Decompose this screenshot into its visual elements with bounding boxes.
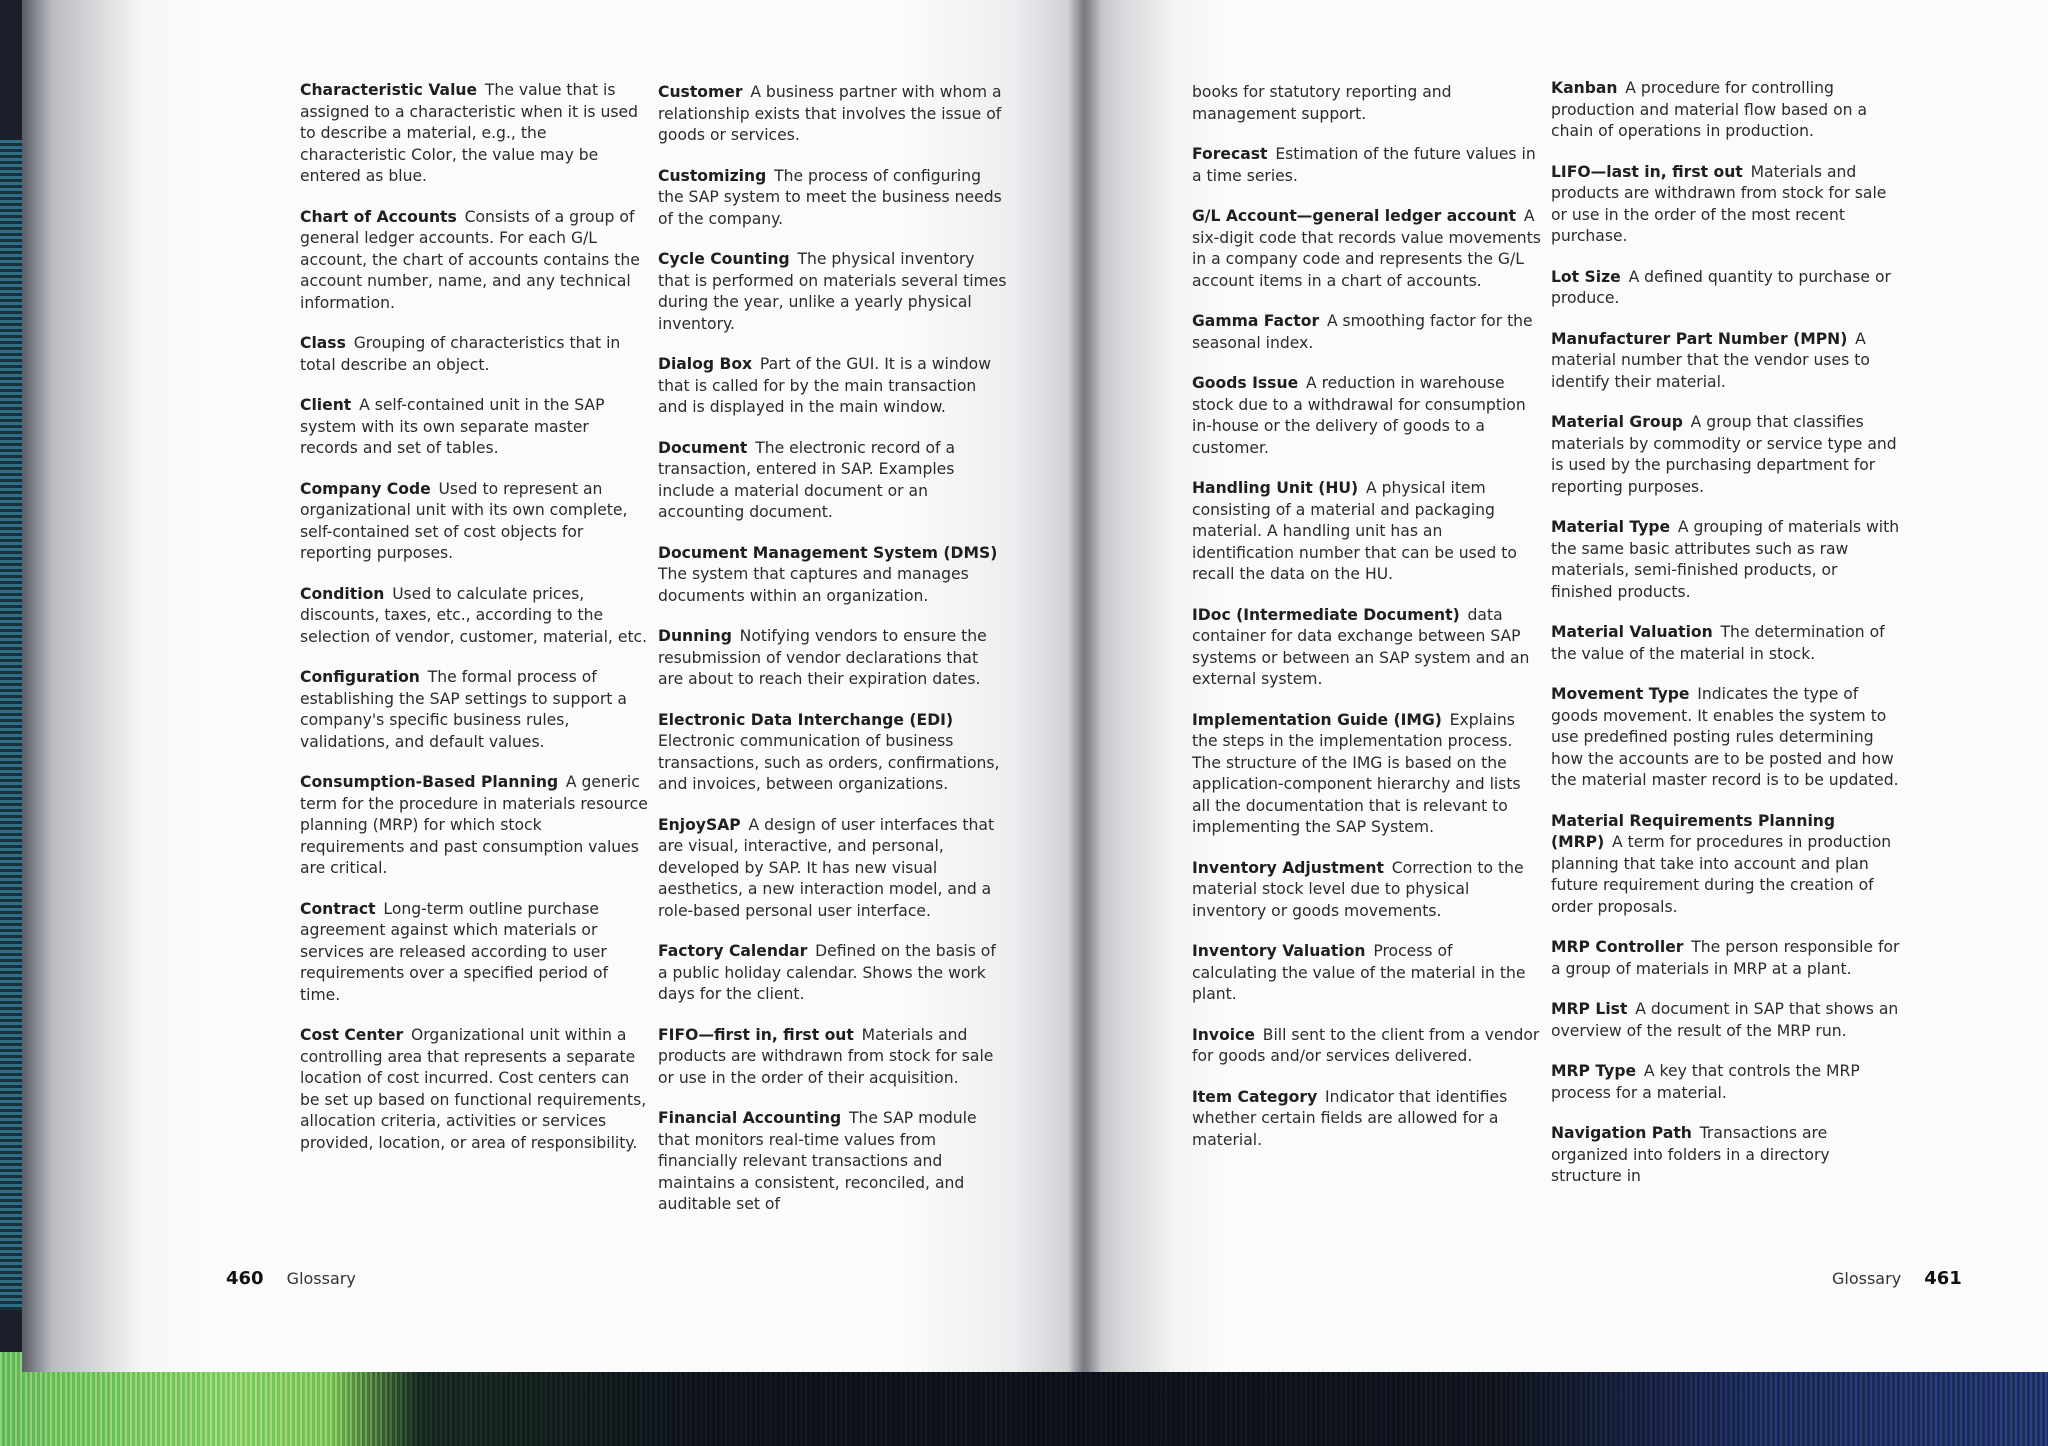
glossary-entry (300, 207, 650, 315)
glossary-definition: books for statutory reporting and management support. (1192, 83, 1452, 123)
glossary-entry (1192, 311, 1542, 354)
glossary-term: Client (300, 396, 352, 414)
glossary-entry (1551, 78, 1901, 143)
glossary-definition: A key that controls the MRP process for a material. (1551, 1062, 1860, 1102)
glossary-term: Cycle Counting (658, 250, 790, 268)
glossary-entry (658, 1025, 1008, 1090)
glossary-entry (658, 166, 1008, 231)
glossary-definition: A material number that the vendor uses to identify their material. (1551, 329, 1870, 391)
glossary-entry (300, 333, 650, 376)
glossary-definition: The value that is assigned to a characteristic when it is used to describe a material, e.g., the characteristic Color, the value may be entered as blue. (300, 81, 638, 185)
glossary-term: Customer (658, 83, 743, 101)
glossary-term: Kanban (1551, 79, 1618, 97)
glossary-definition: data container for data exchange between SAP systems or between an SAP system and an external system. (1192, 605, 1530, 688)
glossary-entry (300, 479, 650, 565)
glossary-entry (658, 815, 1008, 923)
glossary-term: MRP List (1551, 1000, 1628, 1018)
glossary-definition: Defined on the basis of a public holiday calendar. Shows the work days for the client. (658, 942, 996, 1003)
glossary-definition: Used to represent an organizational unit with its own complete, self-contained set of cost objects for reporting purposes. (300, 479, 628, 562)
left-page-column-2 (658, 82, 1008, 1235)
glossary-entry (1192, 1025, 1542, 1068)
glossary-entry (1551, 622, 1901, 665)
glossary-term: Factory Calendar (658, 942, 808, 960)
glossary-term: Material Valuation (1551, 623, 1713, 641)
glossary-term: Cost Center (300, 1026, 404, 1044)
glossary-definition: The formal process of establishing the SAP settings to support a company's specific business rules, validations, and default values. (300, 668, 627, 751)
glossary-entry (658, 354, 1008, 419)
glossary-definition: Notifying vendors to ensure the resubmission of vendor declarations that are about to reach their expiration dates. (658, 627, 987, 688)
glossary-entry (1192, 858, 1542, 923)
glossary-term: Consumption-Based Planning (300, 773, 559, 791)
glossary-definition: A reduction in warehouse stock due to a withdrawal for consumption in-house or the delivery of goods to a customer. (1192, 374, 1526, 457)
glossary-entry (658, 438, 1008, 524)
glossary-term: Material Type (1551, 518, 1671, 536)
glossary-definition: Organizational unit within a controlling area that represents a separate location of cost incurred. Cost centers can be set up based on functional requirements, allocation criteria, activities or services provided, location, or area of responsibility. (300, 1026, 647, 1152)
glossary-entry (300, 1025, 650, 1154)
glossary-entry (658, 941, 1008, 1006)
glossary-term: Document Management System (DMS) (658, 543, 998, 562)
glossary-term: Chart of Accounts (300, 207, 457, 226)
glossary-term: Material Requirements Planning (MRP) (1551, 811, 1836, 851)
glossary-term: Inventory Valuation (1192, 942, 1366, 960)
glossary-definition: Estimation of the future values in a time series. (1192, 145, 1536, 185)
glossary-definition: Grouping of characteristics that in total describe an object. (300, 334, 621, 374)
glossary-term: EnjoySAP (658, 815, 741, 834)
glossary-term: LIFO—last in, first out (1551, 162, 1743, 181)
glossary-definition: Indicator that identifies whether certain fields are allowed for a material. (1192, 1087, 1508, 1149)
glossary-definition: Part of the GUI. It is a window that is called for by the main transaction and is displayed in the main window. (658, 355, 991, 416)
glossary-entry (1192, 206, 1542, 292)
glossary-definition: A generic term for the procedure in materials resource planning (MRP) for which stock requirements and past consumption values are critical. (300, 773, 648, 877)
glossary-definition: A design of user interfaces that are visual, interactive, and personal, developed by SAP. It has new visual aesthetics, a new interaction model, and a role-based personal user interface. (658, 815, 995, 920)
glossary-entry (300, 395, 650, 460)
glossary-term: Material Group (1551, 413, 1683, 431)
glossary-entry (1192, 144, 1542, 187)
book-gutter (1068, 0, 1102, 1372)
right-page-folio (1832, 1268, 1962, 1289)
glossary-entry (1192, 1087, 1542, 1152)
glossary-definition: Long-term outline purchase agreement against which materials or services are released according to user requirements over a specified period of time. (300, 899, 608, 1004)
glossary-definition: The SAP module that monitors real-time values from financially relevant transactions and maintains a consistent, reconciled, and auditable set of (658, 1109, 977, 1213)
glossary-definition: A smoothing factor for the seasonal index. (1192, 312, 1533, 352)
right-page-column-1 (1192, 82, 1542, 1170)
glossary-term: G/L Account—general ledger account (1192, 207, 1517, 225)
glossary-entry (1551, 937, 1901, 980)
glossary-entry (1551, 329, 1901, 394)
glossary-entry (1551, 684, 1901, 792)
glossary-definition: A defined quantity to purchase or produce. (1551, 267, 1891, 307)
running-footer-label: Glossary (286, 1269, 356, 1288)
glossary-term: Movement Type (1551, 685, 1690, 703)
glossary-entry (658, 710, 1008, 796)
glossary-term: Dialog Box (658, 355, 753, 373)
glossary-entry (658, 1108, 1008, 1216)
glossary-definition: Correction to the material stock level due to physical inventory or goods movements. (1192, 858, 1524, 920)
left-page-folio (226, 1268, 356, 1289)
glossary-entry (1551, 811, 1901, 919)
glossary-definition: The system that captures and manages documents within an organization. (658, 565, 969, 605)
glossary-term: Implementation Guide (IMG) (1192, 710, 1442, 729)
glossary-entry (1192, 82, 1542, 125)
glossary-term: Company Code (300, 479, 431, 498)
glossary-definition: The process of configuring the SAP system to meet the business needs of the company. (658, 166, 1002, 228)
page-number: 460 (226, 1268, 264, 1289)
glossary-term: Dunning (658, 627, 732, 645)
glossary-entry (1551, 517, 1901, 603)
glossary-term: Lot Size (1551, 267, 1621, 286)
glossary-term: Gamma Factor (1192, 312, 1320, 330)
glossary-definition: Electronic communication of business transactions, such as orders, confirmations, and invoices, between organizations. (658, 732, 1000, 793)
glossary-definition: A six-digit code that records value movements in a company code and represents the G/L account items in a chart of accounts. (1192, 207, 1541, 290)
glossary-definition: A term for procedures in production planning that take into account and plan future requirement during the creation of order proposals. (1551, 833, 1892, 916)
glossary-definition: The electronic record of a transaction, entered in SAP. Examples include a material document or an accounting document. (658, 438, 956, 521)
right-page-column-2 (1551, 78, 1901, 1207)
glossary-entry (658, 82, 1008, 147)
glossary-term: Condition (300, 584, 385, 603)
glossary-entry (1192, 605, 1542, 691)
glossary-definition: Process of calculating the value of the material in the plant. (1192, 942, 1526, 1003)
glossary-entry (300, 772, 650, 880)
glossary-entry (300, 899, 650, 1007)
glossary-entry (658, 543, 1008, 608)
scanner-edge-stripe (0, 140, 22, 1310)
glossary-term: MRP Controller (1551, 938, 1684, 956)
glossary-term: MRP Type (1551, 1062, 1637, 1080)
glossary-definition: A business partner with whom a relationship exists that involves the issue of goods or services. (658, 83, 1002, 144)
glossary-definition: Used to calculate prices, discounts, taxes, etc., according to the selection of vendor, customer, material, etc. (300, 584, 648, 646)
left-page-column-1 (300, 80, 650, 1173)
glossary-definition: A procedure for controlling production and material flow based on a chain of operations in production. (1551, 79, 1868, 140)
glossary-term: Electronic Data Interchange (EDI) (658, 710, 954, 729)
glossary-definition: A document in SAP that shows an overview of the result of the MRP run. (1551, 1000, 1899, 1040)
glossary-entry (300, 584, 650, 649)
glossary-entry (300, 667, 650, 753)
glossary-entry (1551, 267, 1901, 310)
glossary-term: Customizing (658, 166, 767, 185)
glossary-definition: A physical item consisting of a material and packaging material. A handling unit has an identification number that can be used to recall the data on the HU. (1192, 479, 1517, 583)
glossary-term: Inventory Adjustment (1192, 858, 1384, 877)
glossary-term: Financial Accounting (658, 1109, 842, 1127)
glossary-entry (658, 249, 1008, 335)
glossary-definition: Consists of a group of general ledger accounts. For each G/L account, the chart of accounts contains the account number, name, and any technical information. (300, 207, 640, 312)
glossary-definition: Bill sent to the client from a vendor for goods and/or services delivered. (1192, 1025, 1540, 1065)
glossary-entry (1551, 1123, 1901, 1188)
glossary-term: IDoc (Intermediate Document) (1192, 605, 1460, 624)
glossary-term: Handling Unit (HU) (1192, 479, 1359, 497)
glossary-definition: A group that classifies materials by commodity or service type and is used by the purchasing department for reporting purposes. (1551, 413, 1897, 496)
glossary-definition: Indicates the type of goods movement. It enables the system to use predefined posting rules determining how the accounts are to be posted and how the material master record is to be updated. (1551, 685, 1899, 789)
glossary-term: FIFO—first in, first out (658, 1025, 854, 1044)
glossary-term: Navigation Path (1551, 1124, 1692, 1142)
page-number: 461 (1924, 1268, 1962, 1289)
glossary-term: Forecast (1192, 145, 1268, 163)
glossary-entry (1192, 478, 1542, 586)
glossary-term: Class (300, 334, 346, 352)
glossary-entry (300, 80, 650, 188)
glossary-definition: The person responsible for a group of materials in MRP at a plant. (1551, 938, 1900, 978)
glossary-definition: Transactions are organized into folders in a directory structure in (1551, 1124, 1830, 1185)
glossary-definition: A self-contained unit in the SAP system with its own separate master records and set of tables. (300, 396, 605, 457)
glossary-entry (1551, 412, 1901, 498)
glossary-entry (1551, 1061, 1901, 1104)
glossary-term: Contract (300, 899, 376, 918)
glossary-entry (1551, 162, 1901, 248)
glossary-entry (1192, 941, 1542, 1006)
glossary-definition: Materials and products are withdrawn from stock for sale or use in the order of the most recent purchase. (1551, 162, 1887, 245)
glossary-definition: A grouping of materials with the same basic attributes such as raw materials, semi-finished products, or finished products. (1551, 518, 1900, 601)
glossary-term: Item Category (1192, 1087, 1318, 1106)
glossary-definition: The determination of the value of the material in stock. (1551, 623, 1885, 663)
glossary-term: Document (658, 438, 748, 457)
glossary-term: Goods Issue (1192, 374, 1299, 392)
running-footer-label: Glossary (1832, 1269, 1902, 1288)
glossary-definition: Materials and products are withdrawn from stock for sale or use in the order of their acquisition. (658, 1025, 994, 1087)
glossary-definition: The physical inventory that is performed on materials several times during the year, unlike a yearly physical inventory. (658, 250, 1007, 333)
glossary-entry (658, 626, 1008, 691)
glossary-term: Configuration (300, 668, 420, 686)
glossary-term: Characteristic Value (300, 81, 478, 99)
glossary-entry (1551, 999, 1901, 1042)
glossary-term: Invoice (1192, 1025, 1255, 1044)
glossary-term: Manufacturer Part Number (MPN) (1551, 329, 1848, 348)
glossary-entry (1192, 373, 1542, 459)
glossary-entry (1192, 710, 1542, 839)
glossary-definition: Explains the steps in the implementation process. The structure of the IMG is based on the application-component hierarchy and lists all the documentation that is relevant to implementing the SAP System. (1192, 710, 1521, 836)
